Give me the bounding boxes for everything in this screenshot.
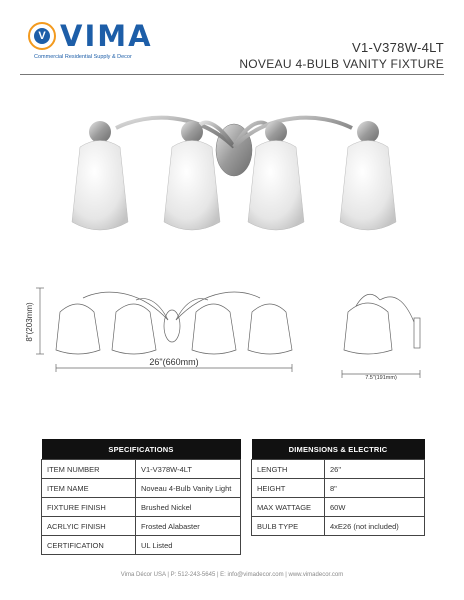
spec-label: CERTIFICATION [42, 536, 136, 555]
dim-value: 8" [325, 479, 425, 498]
lamp-shade-1 [72, 121, 128, 230]
dim-label: BULB TYPE [252, 517, 325, 536]
spec-label: FIXTURE FINISH [42, 498, 136, 517]
dim-value: 60W [325, 498, 425, 517]
brand-tagline: Commercial Residential Supply & Decor [34, 54, 132, 60]
spec-label: ACRLYIC FINISH [42, 517, 136, 536]
table-row [252, 517, 425, 536]
table-row [42, 479, 241, 498]
lamp-shade-3 [248, 121, 304, 230]
dimensions-header: DIMENSIONS & ELECTRIC [252, 439, 425, 460]
specifications-header: SPECIFICATIONS [42, 439, 241, 460]
dim-value: 4xE26 (not included) [325, 517, 425, 536]
table-row [252, 479, 425, 498]
dim-value: 26" [325, 460, 425, 479]
logo-emblem [28, 22, 56, 50]
spec-value: V1-V378W-4LT [136, 460, 241, 479]
dim-label: LENGTH [252, 460, 325, 479]
lamp-shade-2 [164, 121, 220, 230]
footer-contact: Vima Décor USA | P: 512-243-5645 | E: info@vimadecor.com | www.vimadecor.com [120, 572, 344, 578]
model-number: V1-V378W-4LT [352, 40, 444, 55]
dimensions-table [251, 439, 425, 536]
specifications-table [41, 439, 241, 555]
product-title: NOVEAU 4-BULB VANITY FIXTURE [239, 57, 444, 71]
spec-label: ITEM NUMBER [42, 460, 136, 479]
spec-value: Frosted Alabaster [136, 517, 241, 536]
spec-value: UL Listed [136, 536, 241, 555]
dim-label: MAX WATTAGE [252, 498, 325, 517]
width-dimension-label: 26"(660mm) [149, 357, 199, 367]
table-row [42, 460, 241, 479]
table-row [42, 498, 241, 517]
header-divider [20, 74, 444, 75]
table-row [252, 460, 425, 479]
table-row [252, 498, 425, 517]
logo-emblem-letter: V [34, 28, 50, 44]
side-dimension-drawing [334, 276, 434, 382]
table-row [42, 536, 241, 555]
product-photo [58, 92, 410, 247]
lamp-shade-4 [340, 121, 396, 230]
logo-wordmark: VIMA [60, 19, 153, 53]
depth-dimension-label: 7.5"(191mm) [365, 375, 397, 381]
front-dimension-drawing [25, 282, 308, 382]
spec-value: Brushed Nickel [136, 498, 241, 517]
spec-label: ITEM NAME [42, 479, 136, 498]
spec-value: Noveau 4-Bulb Vanity Light [136, 479, 241, 498]
dim-label: HEIGHT [252, 479, 325, 498]
height-dimension-label: 8"(203mm) [25, 302, 34, 342]
table-row [42, 517, 241, 536]
brand-logo [28, 19, 153, 72]
